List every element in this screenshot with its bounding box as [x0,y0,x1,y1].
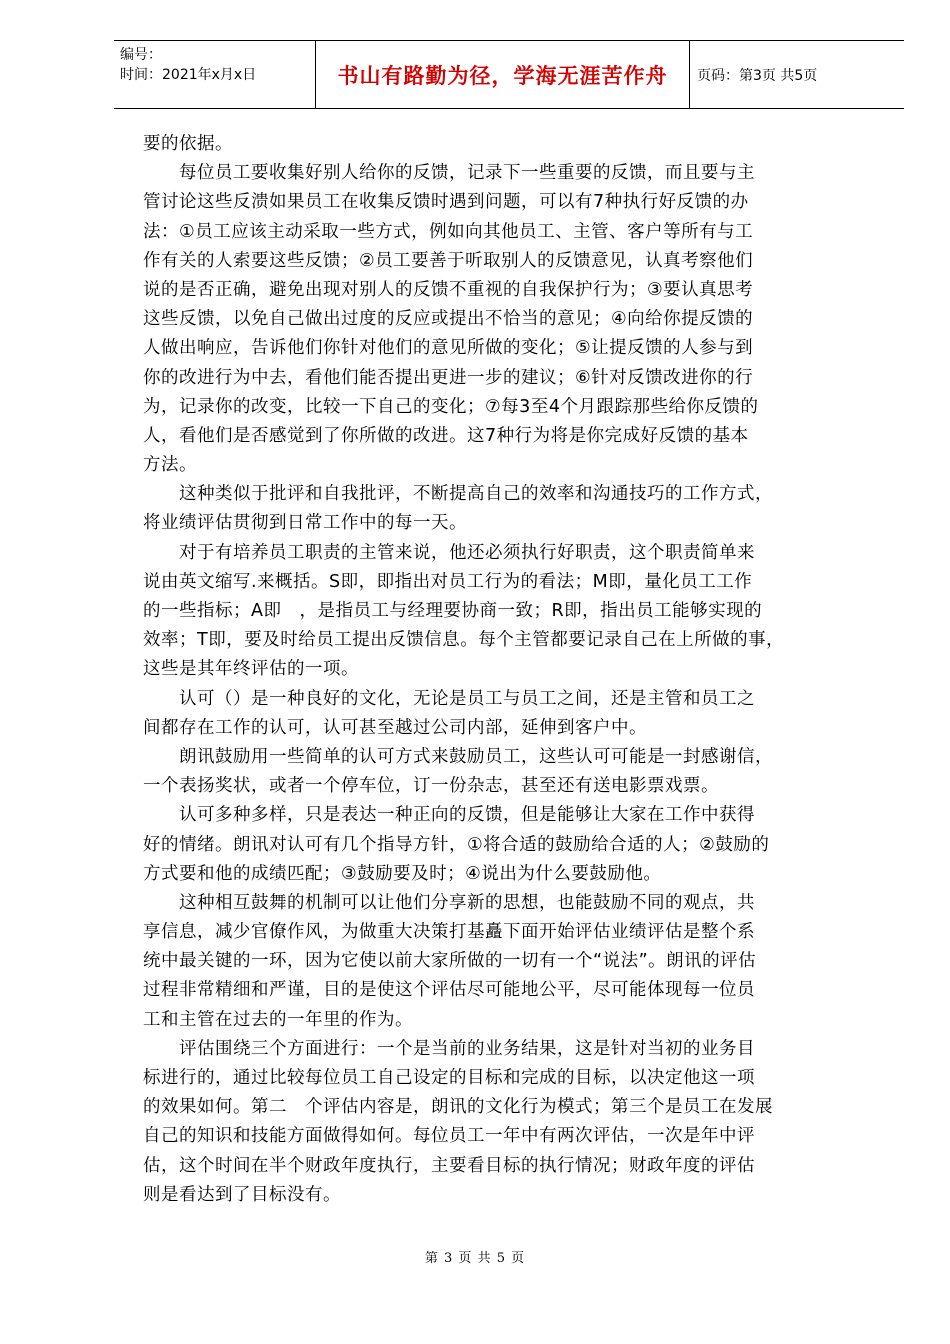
text-line: 享信息，减少官僚作风，为做重大决策打基矗下面开始评估业绩评估是整个系 [143,922,755,943]
text-line: 标进行的，通过比较每位员工自己设定的目标和完成的目标，以决定他这一项 [143,1068,755,1088]
text-line: 朗讯鼓励用一些简单的认可方式来鼓励员工，这些认可可能是一封感谢信， [143,746,773,767]
text-line: 估，这个时间在半个财政年度执行，主要看目标的执行情况；财政年度的评估 [143,1155,755,1176]
text-line: 过程非常精细和严谨，目的是使这个评估尽可能地公平，尽可能体现每一位员 [143,980,755,1001]
time-label: 时间：2021年x月x日 [120,67,257,83]
text-line: 这种相互鼓舞的机制可以让他们分享新的思想，也能鼓励不同的观点，共 [143,892,755,913]
text-line: 法：①员工应该主动采取一些方式，例如向其他员工、主管、客户等所有与工 [143,221,754,242]
text-line: 管讨论这些反溃如果员工在收集反馈时遇到问题，可以有7种执行好反馈的办 [143,192,749,213]
text-line: 认可（）是一种良好的文化，无论是员工与员工之间，还是主管和员工之 [143,688,755,709]
text-line: 人，看他们是否感觉到了你所做的改进。这7种行为将是你完成好反馈的基本 [143,425,749,446]
text-line: 评估围绕三个方面进行：一个是当前的业务结果，这是针对当初的业务目 [143,1038,755,1059]
text-line: 的一些指标；A即 ，是指员工与经理要协商一致；R即，指出员工能够实现的 [143,601,763,621]
text-line: 为，记录你的改变，比较一下自己的变化；⑦每3至4个月跟踪那些给你反馈的 [143,396,759,417]
text-line: 统中最关键的一环，因为它使以前大家所做的一切有一个“说法”。朗讯的评估 [143,951,757,972]
text-line: 工和主管在过去的一年里的作为。 [143,1009,413,1030]
text-line: 的效果如何。第二 个评估内容是，朗讯的文化行为模式；第三个是员工在发展 [143,1097,773,1118]
text-line: 人做出响应，告诉他们你针对他们的意见所做的变化；⑤让提反馈的人参与到 [143,338,754,359]
header-info [114,41,314,112]
text-line: 说的是否正确，避免出现对别人的反馈不重视的自我保护行为；③要认真思考 [143,279,754,300]
text-line: 效率；T即，要及时给员工提出反馈信息。每个主管都要记录自己在上所做的事， [143,630,785,651]
header-motto-cell [315,41,690,108]
document-body [143,130,893,1210]
text-line: 你的改进行为中去，看他们能否提出更进一步的建议；⑥针对反馈改进你的行 [143,367,754,388]
text-line: 每位员工要收集好别人给你的反馈，记录下一些重要的反馈，而且要与主 [143,163,755,184]
text-line: 这些是其年终评估的一项。 [143,659,359,680]
text-line: 将业绩评估贯彻到日常工作中的每一天。 [143,513,467,534]
text-line: 一个表扬奖状，或者一个停车位，订一份杂志，甚至还有送电影票戏票。 [143,776,719,797]
text-line: 自己的知识和技能方面做得如何。每位员工一年中有两次评估，一次是年中评 [143,1126,755,1147]
text-line: 这种类似于批评和自我批评，不断提高自己的效率和沟通技巧的工作方式， [143,484,773,505]
text-line: 好的情绪。朗讯对认可有几个指导方针，①将合适的鼓励给合适的人；②鼓励的 [143,834,770,855]
page-header [114,40,904,109]
motto-text: 书山有路勤为径，学海无涯苦作舟 [337,62,668,88]
text-line: 方式要和他的成绩匹配；③鼓励要及时；④说出为什么要鼓励他。 [143,863,662,884]
header-page-cell [697,41,902,108]
text-line: 要的依据。 [143,134,233,154]
text-line: 对于有培养员工职责的主管来说，他还必须执行好职责，这个职责简单来 [143,542,755,563]
text-line: 认可多种多样，只是表达一种正向的反馈，但是能够让大家在工作中获得 [143,805,755,826]
text-line: 方法。 [143,455,197,476]
page-footer: 第 3 页 共 5 页 [424,1251,526,1266]
text-line: 这些反馈，以免自己做出过度的反应或提出不恰当的意见；④向给你提反馈的 [143,309,754,330]
text-line: 说由英文缩写.来概括。S即，即指出对员工行为的看法；M即，量化员工工作 [143,571,753,592]
page-number-label: 页码：第3页 共5页 [697,67,818,84]
text-line: 作有关的人索要这些反馈；②员工要善于听取别人的反馈意见，认真考察他们 [143,250,754,271]
number-label: 编号： [120,47,162,63]
text-line: 间都存在工作的认可，认可甚至越过公司内部，延伸到客户中。 [143,717,647,738]
text-line: 则是看达到了目标没有。 [143,1184,341,1205]
